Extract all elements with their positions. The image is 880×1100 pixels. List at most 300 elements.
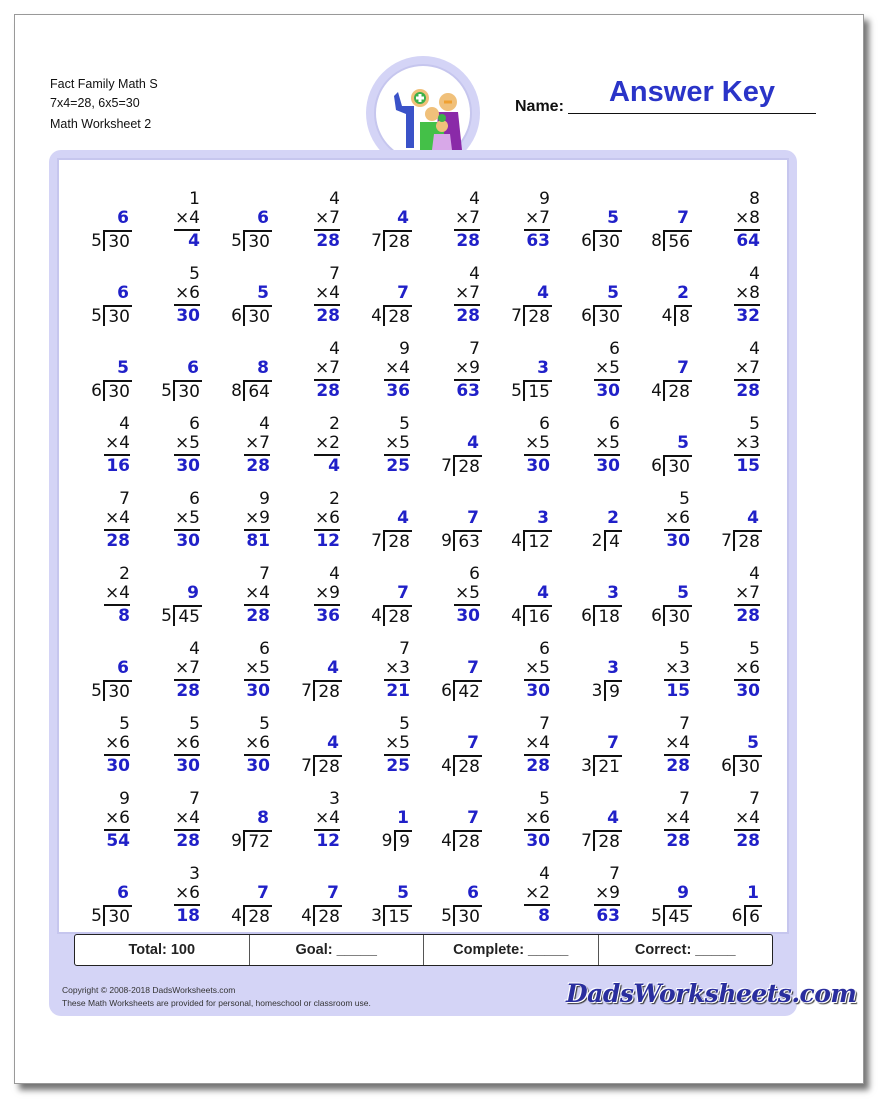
dividend: 28 (318, 682, 340, 702)
multiplier: ×7 (174, 658, 200, 678)
multiplier: ×4 (664, 808, 690, 828)
problem-cell (422, 640, 492, 715)
multiplier: ×6 (174, 733, 200, 753)
problem-cell (212, 265, 282, 340)
problem-cell (72, 340, 142, 415)
product-answer: 30 (666, 531, 690, 551)
problem-cell (72, 865, 142, 940)
quotient-answer: 3 (607, 583, 619, 603)
problem-cell (492, 640, 562, 715)
division-bracket (103, 230, 105, 251)
problem-cell (492, 715, 562, 790)
problem-cell (632, 415, 702, 490)
divisor: 4 (301, 906, 312, 926)
divisor: 4 (651, 381, 662, 401)
multiplier: ×7 (734, 583, 760, 603)
divisor: 5 (91, 681, 102, 701)
division-bracket (733, 755, 735, 776)
answer-key-label: Answer Key (608, 76, 775, 108)
multiplier: ×6 (664, 508, 690, 528)
dividend: 9 (609, 682, 620, 702)
problem-cell (72, 715, 142, 790)
division-bracket (523, 605, 525, 626)
problem-cell (72, 565, 142, 640)
multiplicand: 4 (469, 189, 480, 209)
problem-cell (562, 415, 632, 490)
quotient-answer: 6 (117, 658, 129, 678)
divisor: 5 (651, 906, 662, 926)
problem-cell (492, 190, 562, 265)
divisor: 5 (91, 906, 102, 926)
problem-cell (492, 565, 562, 640)
problem-cell (422, 265, 492, 340)
problem-cell (282, 790, 352, 865)
multiplier: ×5 (594, 358, 620, 378)
divisor: 5 (91, 231, 102, 251)
problem-cell (492, 415, 562, 490)
total-cell: Total: 100 (75, 935, 250, 965)
problem-cell (352, 865, 422, 940)
dividend: 28 (738, 532, 760, 552)
problem-cell (562, 640, 632, 715)
division-bracket (663, 230, 665, 251)
problem-cell (212, 715, 282, 790)
dividend: 30 (598, 307, 620, 327)
multiplicand: 7 (749, 789, 760, 809)
problem-cell (352, 265, 422, 340)
worksheet-subtitle: 7x4=28, 6x5=30 (50, 96, 140, 110)
multiplicand: 9 (539, 189, 550, 209)
dividend: 28 (248, 907, 270, 927)
multiplier: ×6 (174, 283, 200, 303)
problem-cell (562, 190, 632, 265)
dividend: 28 (458, 457, 480, 477)
quotient-answer: 4 (397, 208, 409, 228)
dividend: 56 (668, 232, 690, 252)
quotient-answer: 7 (677, 358, 689, 378)
multiplier: ×5 (384, 733, 410, 753)
product-answer: 63 (456, 381, 480, 401)
multiplicand: 1 (189, 189, 200, 209)
multiplicand: 5 (539, 789, 550, 809)
multiplicand: 9 (119, 789, 130, 809)
multiplicand: 5 (189, 264, 200, 284)
multiplier: ×4 (734, 808, 760, 828)
dividend: 30 (668, 457, 690, 477)
product-answer: 28 (456, 306, 480, 326)
product-answer: 28 (176, 831, 200, 851)
product-answer: 28 (736, 606, 760, 626)
quotient-answer: 5 (117, 358, 129, 378)
product-answer: 12 (316, 531, 340, 551)
problem-cell (352, 490, 422, 565)
division-bracket (103, 380, 105, 401)
division-bracket (663, 455, 665, 476)
quotient-answer: 6 (117, 883, 129, 903)
problem-cell (352, 415, 422, 490)
multiplier: ×9 (454, 358, 480, 378)
product-answer: 28 (666, 831, 690, 851)
problem-cell (702, 715, 772, 790)
problem-cell (702, 490, 772, 565)
problem-cell (282, 340, 352, 415)
dividend: 8 (679, 307, 690, 327)
product-answer: 30 (106, 756, 130, 776)
multiplicand: 4 (329, 564, 340, 584)
problem-cell (422, 715, 492, 790)
problem-cell (422, 490, 492, 565)
product-answer: 28 (316, 381, 340, 401)
usage-notice: These Math Worksheets are provided for personal, homeschool or classroom use. (62, 998, 371, 1008)
quotient-answer: 7 (677, 208, 689, 228)
worksheet-number: Math Worksheet 2 (50, 117, 152, 131)
dividend: 30 (598, 232, 620, 252)
product-answer: 21 (386, 681, 410, 701)
problem-cell (422, 865, 492, 940)
dividend: 30 (108, 907, 130, 927)
problem-cell (282, 640, 352, 715)
product-answer: 28 (316, 306, 340, 326)
multiplicand: 5 (189, 714, 200, 734)
product-answer: 81 (246, 531, 270, 551)
division-bracket (313, 755, 315, 776)
multiplicand: 7 (189, 789, 200, 809)
product-answer: 28 (456, 231, 480, 251)
divisor: 5 (511, 381, 522, 401)
division-bracket (453, 530, 455, 551)
dividend: 28 (388, 307, 410, 327)
multiplicand: 3 (189, 864, 200, 884)
division-bracket (313, 905, 315, 926)
problem-cell (562, 865, 632, 940)
multiplier: ×6 (104, 733, 130, 753)
quotient-answer: 6 (117, 208, 129, 228)
quotient-answer: 4 (467, 433, 479, 453)
division-bracket (523, 380, 525, 401)
multiplicand: 2 (119, 564, 130, 584)
dividend: 28 (458, 832, 480, 852)
multiplier: ×5 (524, 658, 550, 678)
multiplicand: 5 (749, 639, 760, 659)
multiplicand: 4 (749, 264, 760, 284)
quotient-answer: 8 (257, 358, 269, 378)
quotient-answer: 4 (327, 733, 339, 753)
divisor: 5 (441, 906, 452, 926)
multiplicand: 6 (609, 339, 620, 359)
division-bracket (243, 230, 245, 251)
product-answer: 18 (176, 906, 200, 926)
problem-cell (562, 490, 632, 565)
problem-cell (632, 490, 702, 565)
divisor: 4 (511, 606, 522, 626)
divisor: 4 (661, 306, 673, 326)
product-answer: 28 (106, 531, 130, 551)
problem-cell (492, 865, 562, 940)
problem-cell (632, 865, 702, 940)
product-answer: 30 (176, 531, 200, 551)
problem-cell (492, 490, 562, 565)
problem-cell (212, 415, 282, 490)
product-answer: 8 (538, 906, 550, 926)
problem-cell (632, 640, 702, 715)
brand-logo: DadsWorksheets.com (566, 979, 857, 1008)
division-bracket (593, 605, 595, 626)
quotient-answer: 7 (397, 583, 409, 603)
division-bracket (453, 830, 455, 851)
quotient-answer: 5 (257, 283, 269, 303)
multiplicand: 4 (469, 264, 480, 284)
problem-cell (352, 190, 422, 265)
multiplicand: 4 (749, 339, 760, 359)
divisor: 6 (581, 231, 592, 251)
quotient-answer: 1 (397, 808, 409, 828)
dividend: 30 (248, 232, 270, 252)
product-answer: 28 (176, 681, 200, 701)
multiplicand: 6 (609, 414, 620, 434)
division-bracket (173, 380, 175, 401)
division-bracket (744, 905, 746, 926)
dividend: 30 (248, 307, 270, 327)
division-bracket (604, 680, 606, 701)
problem-cell (702, 340, 772, 415)
multiplicand: 7 (119, 489, 130, 509)
problem-cell (142, 715, 212, 790)
name-field-line (568, 113, 816, 114)
score-bar (74, 934, 773, 966)
dividend: 63 (458, 532, 480, 552)
multiplier: ×6 (524, 808, 550, 828)
divisor: 7 (511, 306, 522, 326)
multiplier: ×5 (384, 433, 410, 453)
dividend: 12 (528, 532, 550, 552)
problem-cell (212, 790, 282, 865)
problem-cell (562, 565, 632, 640)
quotient-answer: 9 (187, 583, 199, 603)
multiplier: ×7 (314, 208, 340, 228)
dividend: 30 (108, 232, 130, 252)
problem-cell (212, 565, 282, 640)
dividend: 6 (749, 907, 760, 927)
problem-cell (632, 565, 702, 640)
divisor: 8 (231, 381, 242, 401)
divisor: 6 (91, 381, 102, 401)
product-answer: 28 (736, 381, 760, 401)
dividend: 4 (609, 532, 620, 552)
product-answer: 15 (666, 681, 690, 701)
problem-cell (212, 340, 282, 415)
multiplier: ×7 (524, 208, 550, 228)
dividend: 18 (598, 607, 620, 627)
dividend: 28 (388, 607, 410, 627)
division-bracket (663, 380, 665, 401)
division-bracket (593, 230, 595, 251)
division-bracket (313, 680, 315, 701)
problem-cell (282, 415, 352, 490)
product-answer: 30 (456, 606, 480, 626)
multiplier: ×9 (594, 883, 620, 903)
quotient-answer: 4 (747, 508, 759, 528)
division-bracket (593, 305, 595, 326)
problem-cell (212, 190, 282, 265)
multiplier: ×4 (314, 808, 340, 828)
multiplicand: 7 (609, 864, 620, 884)
multiplicand: 6 (539, 414, 550, 434)
problem-cell (352, 790, 422, 865)
problem-cell (492, 790, 562, 865)
divisor: 7 (721, 531, 732, 551)
multiplier: ×2 (314, 433, 340, 453)
multiplicand: 4 (259, 414, 270, 434)
problem-cell (142, 190, 212, 265)
divisor: 5 (231, 231, 242, 251)
dividend: 45 (668, 907, 690, 927)
multiplier: ×5 (524, 433, 550, 453)
division-bracket (593, 830, 595, 851)
dividend: 30 (458, 907, 480, 927)
quotient-answer: 7 (257, 883, 269, 903)
dividend: 28 (318, 757, 340, 777)
division-bracket (604, 530, 606, 551)
multiplicand: 5 (749, 414, 760, 434)
product-answer: 30 (596, 456, 620, 476)
multiplicand: 5 (119, 714, 130, 734)
problem-cell (352, 715, 422, 790)
problem-cell (352, 340, 422, 415)
division-bracket (103, 305, 105, 326)
divisor: 5 (161, 381, 172, 401)
quotient-answer: 6 (467, 883, 479, 903)
problem-cell (422, 565, 492, 640)
product-answer: 28 (246, 456, 270, 476)
divisor: 4 (231, 906, 242, 926)
product-answer: 28 (736, 831, 760, 851)
problem-cell (562, 790, 632, 865)
problem-cell (422, 340, 492, 415)
divisor: 6 (231, 306, 242, 326)
worksheet-title: Fact Family Math S (50, 77, 158, 91)
divisor: 9 (231, 831, 242, 851)
problem-cell (142, 340, 212, 415)
divisor: 6 (581, 306, 592, 326)
problem-cell (212, 640, 282, 715)
problem-cell (142, 865, 212, 940)
multiplier: ×5 (594, 433, 620, 453)
quotient-answer: 6 (257, 208, 269, 228)
divisor: 7 (371, 531, 382, 551)
multiplicand: 5 (679, 639, 690, 659)
multiplicand: 2 (329, 489, 340, 509)
product-answer: 28 (246, 606, 270, 626)
problem-cell (72, 640, 142, 715)
problem-cell (72, 190, 142, 265)
quotient-answer: 7 (467, 808, 479, 828)
product-answer: 16 (106, 456, 130, 476)
multiplicand: 5 (679, 489, 690, 509)
product-answer: 28 (526, 756, 550, 776)
dividend: 45 (178, 607, 200, 627)
multiplier: ×4 (524, 733, 550, 753)
multiplier: ×6 (734, 658, 760, 678)
product-answer: 30 (176, 306, 200, 326)
product-answer: 12 (316, 831, 340, 851)
problem-cell (282, 490, 352, 565)
quotient-answer: 3 (537, 358, 549, 378)
quotient-answer: 6 (187, 358, 199, 378)
multiplicand: 3 (329, 789, 340, 809)
division-bracket (243, 305, 245, 326)
quotient-answer: 3 (537, 508, 549, 528)
quotient-answer: 8 (257, 808, 269, 828)
problem-cell (632, 190, 702, 265)
divisor: 4 (371, 606, 382, 626)
multiplicand: 9 (399, 339, 410, 359)
problem-cell (632, 340, 702, 415)
multiplier: ×3 (384, 658, 410, 678)
multiplier: ×6 (104, 808, 130, 828)
multiplicand: 7 (329, 264, 340, 284)
multiplicand: 4 (539, 864, 550, 884)
quotient-answer: 3 (607, 658, 619, 678)
quotient-answer: 5 (607, 208, 619, 228)
multiplicand: 4 (329, 189, 340, 209)
dividend: 72 (248, 832, 270, 852)
complete-cell: Complete: _____ (424, 935, 599, 965)
multiplier: ×5 (174, 508, 200, 528)
multiplier: ×7 (734, 358, 760, 378)
dividend: 30 (108, 382, 130, 402)
divisor: 6 (581, 606, 592, 626)
product-answer: 15 (736, 456, 760, 476)
product-answer: 28 (666, 756, 690, 776)
correct-cell: Correct: _____ (634, 942, 736, 958)
product-answer: 25 (386, 456, 410, 476)
dividend: 28 (668, 382, 690, 402)
problem-cell (702, 865, 772, 940)
division-bracket (243, 830, 245, 851)
division-bracket (453, 455, 455, 476)
problem-cell (702, 640, 772, 715)
multiplier: ×5 (244, 658, 270, 678)
product-answer: 30 (246, 756, 270, 776)
division-bracket (674, 305, 676, 326)
quotient-answer: 5 (677, 583, 689, 603)
divisor: 9 (381, 831, 393, 851)
problem-cell (352, 565, 422, 640)
problem-cell (352, 640, 422, 715)
problem-cell (422, 190, 492, 265)
dividend: 21 (598, 757, 620, 777)
multiplier: ×4 (174, 808, 200, 828)
multiplier: ×6 (174, 883, 200, 903)
problem-cell (702, 415, 772, 490)
quotient-answer: 7 (467, 658, 479, 678)
multiplicand: 6 (469, 564, 480, 584)
division-bracket (593, 755, 595, 776)
multiplicand: 2 (329, 414, 340, 434)
multiplier: ×4 (174, 208, 200, 228)
dividend: 16 (528, 607, 550, 627)
division-bracket (453, 680, 455, 701)
multiplier: ×5 (174, 433, 200, 453)
multiplicand: 5 (399, 714, 410, 734)
product-answer: 36 (386, 381, 410, 401)
quotient-answer: 4 (537, 583, 549, 603)
division-bracket (383, 305, 385, 326)
division-bracket (103, 905, 105, 926)
problem-cell (562, 340, 632, 415)
product-answer: 25 (386, 756, 410, 776)
dividend: 15 (388, 907, 410, 927)
